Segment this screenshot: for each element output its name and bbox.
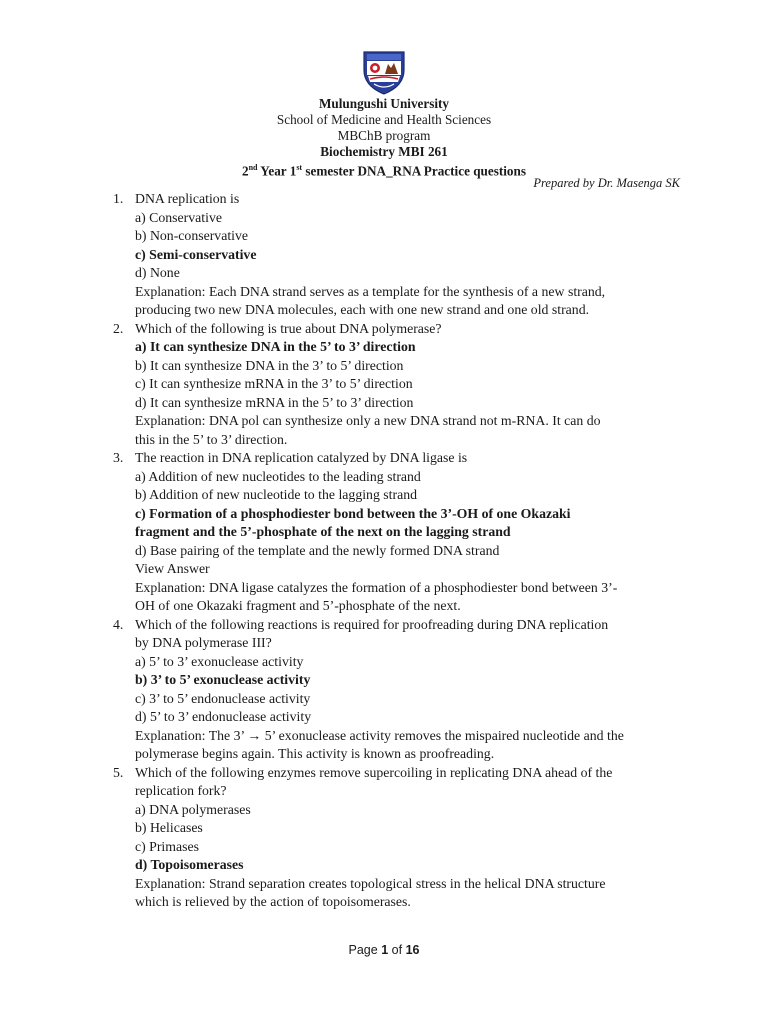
question-item: [0, 616, 768, 764]
correct-answer-line: c) Semi-conservative: [135, 246, 257, 262]
question-text-line: b) Addition of new nucleotide to the lagging strand: [135, 487, 418, 502]
question-text-line: producing two new DNA molecules, each with one new strand and one old strand.: [135, 302, 590, 317]
question-text-line: d) Base pairing of the template and the newly formed DNA strand: [135, 542, 500, 558]
question-text-line: Which of the following is true about DNA polymerase?: [135, 320, 442, 336]
question-text-line: a) Addition of new nucleotides to the leading strand: [135, 468, 421, 484]
question-text-line: b) Helicases: [135, 820, 203, 835]
question-text-line: a) 5’ to 3’ exonuclease activity: [135, 653, 304, 669]
question-text-line: View Answer: [135, 561, 210, 576]
question-list: [0, 190, 768, 912]
question-text-line: Which of the following reactions is required for proofreading during DNA replication: [135, 616, 609, 632]
question-text-line: DNA replication is: [135, 191, 240, 206]
question-item: [0, 449, 768, 616]
document-title: 2nd Year 1st semester DNA_RNA Practice questions: [241, 163, 526, 179]
question-text-line: Explanation: DNA pol can synthesize only a new DNA strand not m-RNA. It can do: [135, 413, 601, 428]
correct-answer-line: fragment and the 5’-phosphate of the next on the lagging strand: [135, 524, 511, 539]
question-item: [0, 320, 768, 450]
question-text-line: d) None: [135, 265, 180, 280]
question-text-line: d) 5’ to 3’ endonuclease activity: [135, 709, 312, 724]
question-text-line: a) Conservative: [135, 209, 222, 225]
correct-answer-line: a) It can synthesize DNA in the 5’ to 3’ direction: [135, 339, 416, 354]
university-crest-icon: [358, 44, 410, 96]
question-text-line: polymerase begins again. This activity is known as proofreading.: [135, 746, 495, 761]
correct-answer-line: b) 3’ to 5’ exonuclease activity: [135, 672, 311, 687]
question-number: 3.: [113, 450, 124, 465]
question-text-line: Explanation: Strand separation creates topological stress in the helical DNA structure: [135, 875, 606, 891]
total-pages-number: 16: [405, 943, 420, 957]
program-name: MBChB program: [337, 128, 431, 143]
question-number: 5.: [113, 764, 124, 780]
document-header: [0, 96, 768, 179]
question-text-line: which is relieved by the action of topoisomerases.: [135, 894, 411, 909]
question-text-line: replication fork?: [135, 783, 227, 798]
question-text-line: d) It can synthesize mRNA in the 5’ to 3’ direction: [135, 394, 414, 410]
question-text-line: Explanation: Each DNA strand serves as a template for the synthesis of a new strand,: [135, 283, 606, 299]
question-text-line: c) 3’ to 5’ endonuclease activity: [135, 690, 311, 706]
correct-answer-line: c) Formation of a phosphodiester bond between the 3’-OH of one Okazaki: [135, 505, 571, 521]
question-text-line: this in the 5’ to 3’ direction.: [135, 431, 288, 447]
question-text-line: Explanation: DNA ligase catalyzes the formation of a phosphodiester bond between 3’-: [135, 579, 618, 595]
question-text-line: a) DNA polymerases: [135, 801, 251, 817]
question-number: 4.: [113, 616, 124, 632]
question-text-line: b) It can synthesize DNA in the 3’ to 5’ direction: [135, 357, 404, 373]
page-footer: [0, 943, 768, 957]
school-name: School of Medicine and Health Sciences: [276, 112, 492, 127]
correct-answer-line: d) Topoisomerases: [135, 857, 244, 872]
course-name: Biochemistry MBI 261: [320, 144, 448, 159]
prepared-by: Prepared by Dr. Masenga SK: [533, 176, 680, 190]
question-text-line: Which of the following enzymes remove supercoiling in replicating DNA ahead of the: [135, 764, 613, 780]
university-name: Mulungushi University: [318, 96, 450, 111]
question-text-line: c) It can synthesize mRNA in the 3’ to 5’ direction: [135, 376, 413, 391]
question-text-line: OH of one Okazaki fragment and 5’-phosphate of the next.: [135, 598, 461, 613]
question-text-line: b) Non-conservative: [135, 228, 249, 243]
question-item: [0, 764, 768, 912]
question-number: 2.: [113, 320, 124, 336]
question-number: 1.: [113, 191, 124, 206]
of-label: of: [391, 943, 403, 957]
question-text-line: Explanation: The 3’ → 5’ exonuclease activity removes the mispaired nucleotide and the: [135, 727, 624, 743]
current-page-number: 1: [381, 943, 389, 957]
page-label: Page: [348, 943, 378, 957]
question-text-line: by DNA polymerase III?: [135, 635, 272, 650]
question-text-line: The reaction in DNA replication catalyzed by DNA ligase is: [135, 450, 468, 465]
question-text-line: c) Primases: [135, 838, 199, 854]
question-item: [0, 190, 768, 320]
